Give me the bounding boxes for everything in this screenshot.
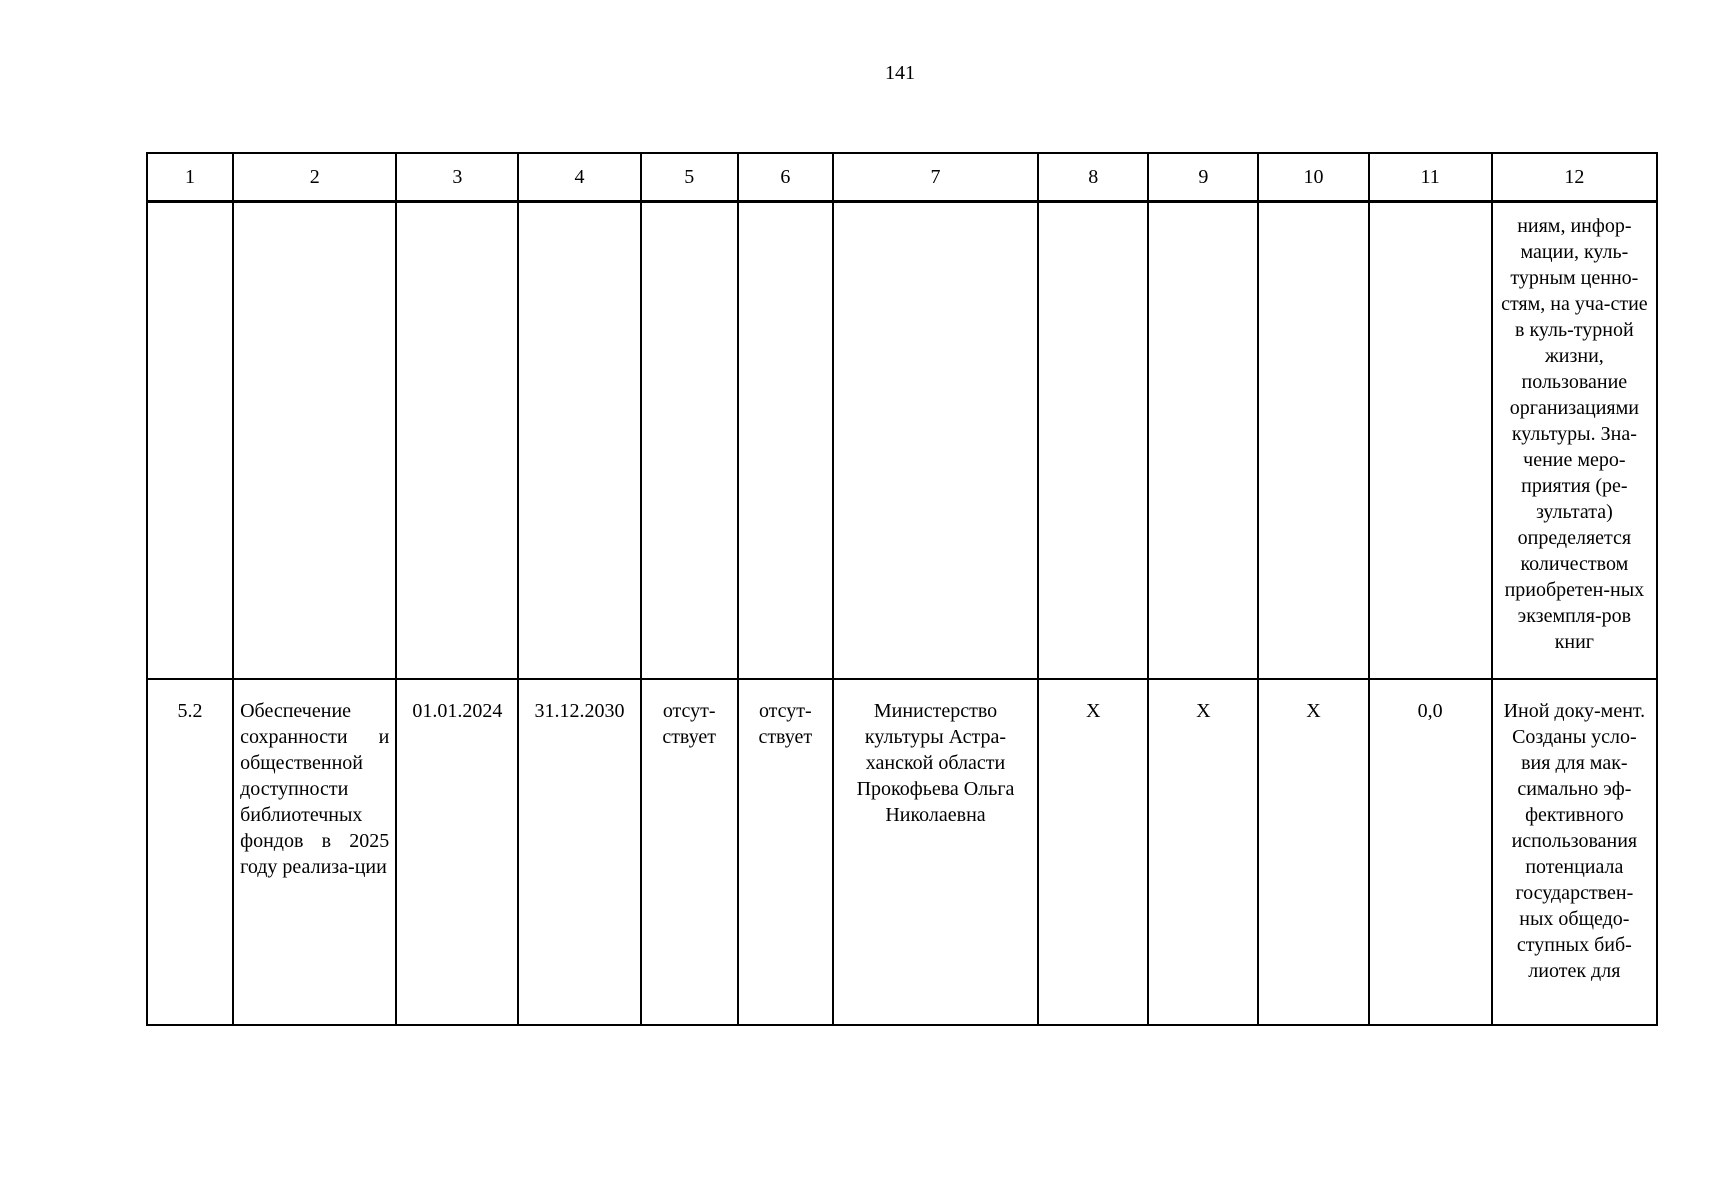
column-header-9: 9: [1148, 153, 1258, 202]
cell-empty: [147, 202, 233, 680]
column-header-6: 6: [738, 153, 833, 202]
measures-table: [146, 152, 1658, 1026]
column-header-1: 1: [147, 153, 233, 202]
column-header-7: 7: [833, 153, 1038, 202]
cell-empty: [738, 202, 833, 680]
column-header-2: 2: [233, 153, 396, 202]
column-header-12: 12: [1492, 153, 1657, 202]
cell-col9: X: [1148, 679, 1258, 1025]
cell-col10: X: [1258, 679, 1368, 1025]
start-date: 01.01.2024: [396, 679, 518, 1025]
cell-col8: X: [1038, 679, 1148, 1025]
cell-col6: отсут-ствует: [738, 679, 833, 1025]
result-description-continued: ниям, инфор-мации, куль-турным ценно-стям, на уча-стие в куль-турной жизни, пользование организациями культуры. Зна-чение меро-приятия (ре-зультата) определяется количеством приобретен-ных экземпля-ров книг: [1492, 202, 1657, 680]
cell-empty: [641, 202, 738, 680]
cell-empty: [833, 202, 1038, 680]
responsible-executor: Министерство культуры Астра-ханской области Прокофьева Ольга Николаевна: [833, 679, 1038, 1025]
cell-empty: [1369, 202, 1492, 680]
cell-col5: отсут-ствует: [641, 679, 738, 1025]
measure-name: Обеспечение сохранности и общественной доступности библиотечных фондов в 2025 году реализа-ции: [233, 679, 396, 1025]
result-description: Иной доку-мент. Созданы усло-вия для мак-симально эф-фективного использования потенциала государствен-ных общедо-ступных биб-лиотек для: [1492, 679, 1657, 1025]
cell-empty: [1258, 202, 1368, 680]
cell-empty: [1148, 202, 1258, 680]
column-header-10: 10: [1258, 153, 1368, 202]
cell-empty: [396, 202, 518, 680]
end-date: 31.12.2030: [518, 679, 640, 1025]
column-header-4: 4: [518, 153, 640, 202]
cell-empty: [1038, 202, 1148, 680]
cell-col11: 0,0: [1369, 679, 1492, 1025]
page-number: 141: [885, 62, 915, 84]
item-number: 5.2: [147, 679, 233, 1025]
table-header-row: [147, 153, 1657, 202]
column-header-3: 3: [396, 153, 518, 202]
table-row: [147, 679, 1657, 1025]
column-header-8: 8: [1038, 153, 1148, 202]
table-row: [147, 202, 1657, 680]
cell-empty: [518, 202, 640, 680]
cell-empty: [233, 202, 396, 680]
column-header-5: 5: [641, 153, 738, 202]
column-header-11: 11: [1369, 153, 1492, 202]
